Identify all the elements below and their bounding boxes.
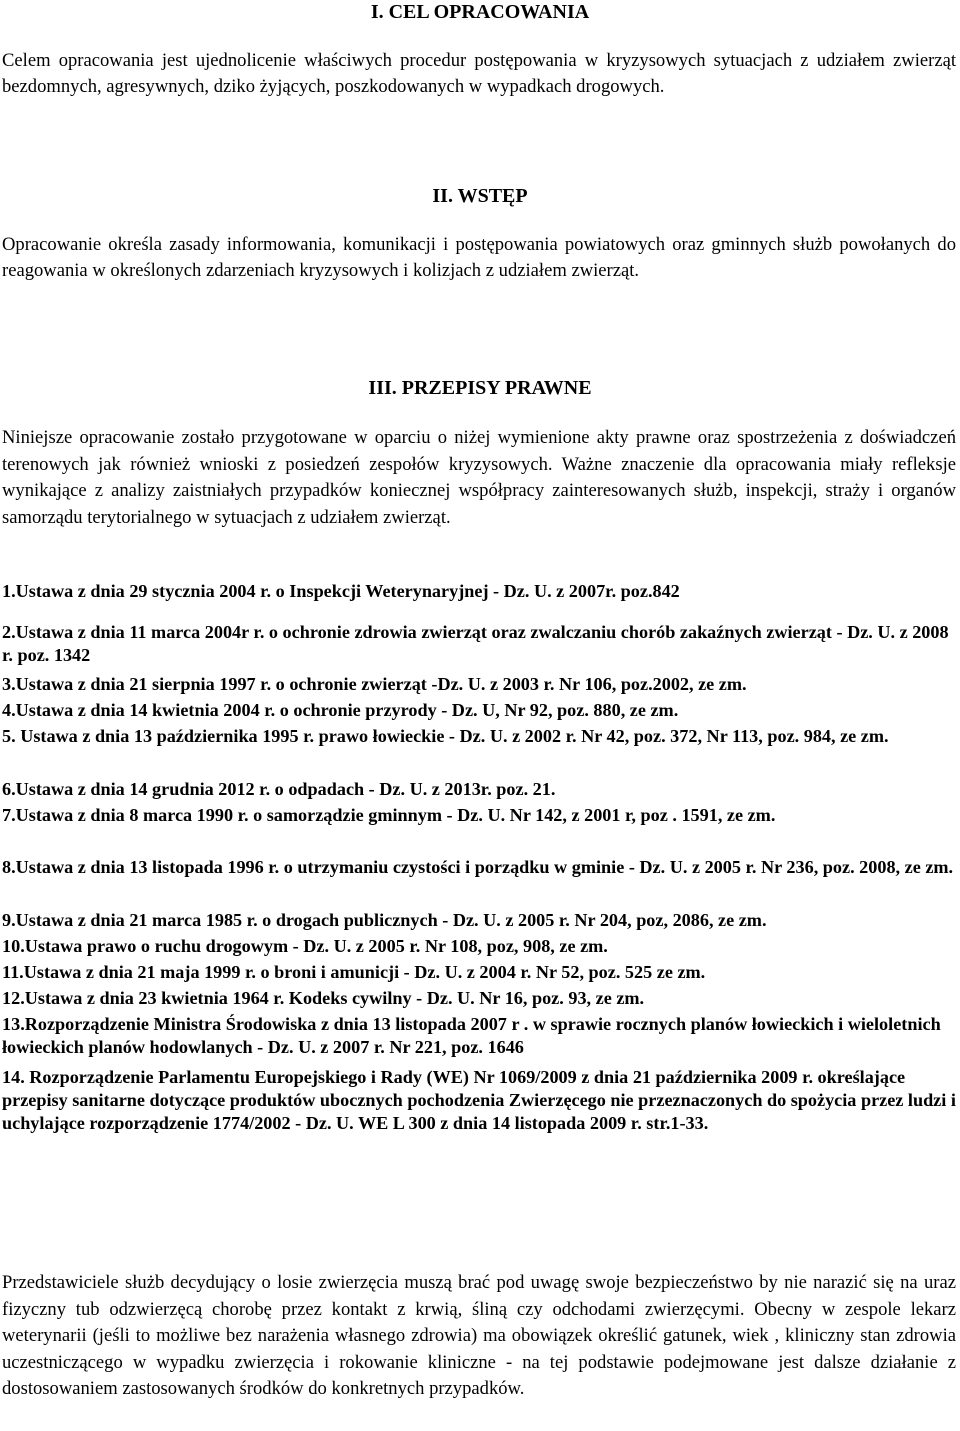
legal-act-item: 2.Ustawa z dnia 11 marca 2004r r. o ochronie zdrowia zwierząt oraz zwalczaniu chorób zakaźnych zwierząt - Dz. U. z 2008 r. poz. 1342	[2, 622, 949, 665]
section-text-cel: Celem opracowania jest ujednolicenie właściwych procedur postępowania w kryzysowych sytuacjach z udziałem zwierząt bezdomnych, agresywnych, dziko żyjących, poszkodowanych w wypadkach drogowych.	[2, 50, 956, 97]
legal-act-item: 10.Ustawa prawo o ruchu drogowym - Dz. U. z 2005 r. Nr 108, poz, 908, ze zm.	[2, 936, 608, 956]
legal-act-item: 11.Ustawa z dnia 21 maja 1999 r. o broni i amunicji - Dz. U. z 2004 r. Nr 52, poz. 525 ze zm.	[2, 962, 706, 982]
legal-act-item: 8.Ustawa z dnia 13 listopada 1996 r. o utrzymaniu czystości i porządku w gminie - Dz. U. z 2005 r. Nr 236, poz. 2008, ze zm.	[2, 857, 954, 877]
legal-act-item: 5. Ustawa z dnia 13 października 1995 r. prawo łowieckie - Dz. U. z 2002 r. Nr 42, poz. 372, Nr 113, poz. 984, ze zm.	[2, 726, 889, 746]
legal-act-item: 6.Ustawa z dnia 14 grudnia 2012 r. o odpadach - Dz. U. z 2013r. poz. 21.	[2, 779, 556, 799]
legal-act-item: 1.Ustawa z dnia 29 stycznia 2004 r. o Inspekcji Weterynaryjnej - Dz. U. z 2007r. poz.842	[2, 581, 680, 601]
section-heading-wstep: II. WSTĘP	[432, 185, 528, 207]
legal-act-item: 3.Ustawa z dnia 21 sierpnia 1997 r. o ochronie zwierząt -Dz. U. z 2003 r. Nr 106, poz.2002, ze zm.	[2, 674, 747, 694]
legal-act-item: 7.Ustawa z dnia 8 marca 1990 r. o samorządzie gminnym - Dz. U. Nr 142, z 2001 r, poz . 1591, ze zm.	[2, 805, 776, 825]
legal-act-item: 12.Ustawa z dnia 23 kwietnia 1964 r. Kodeks cywilny - Dz. U. Nr 16, poz. 93, ze zm.	[2, 988, 645, 1008]
section-text-przepisy: Niniejsze opracowanie zostało przygotowane w oparciu o niżej wymienione akty prawne oraz spostrzeżenia z doświadczeń terenowych jak również wnioski z posiedzeń zespołów kryzysowych. Ważne znaczenie dla opracowania miały refleksje wynikające z analizy zaistniałych przypadków koniecznej współpracy zainteresowanych służb, inspekcji, straży i organów samorządu terytorialnego w sytuacjach z udziałem zwierząt.	[2, 427, 956, 528]
closing-paragraph: Przedstawiciele służb decydujący o losie zwierzęcia muszą brać pod uwagę swoje bezpieczeństwo by nie narazić się na uraz fizyczny tub odzwierzęcą chorobę przez kontakt z krwią, śliną czy odchodami zwierzęcymi. Obecny w zespole lekarz weterynarii (jeśli to możliwe bez narażenia własnego zdrowia) ma obowiązek określić gatunek, wiek , kliniczny stan zdrowia uczestniczącego w wypadku zwierzęcia i rokowanie kliniczne - na tej podstawie podejmowane jest dalsze działanie z dostosowaniem zastosowanych środków do konkretnych przypadków.	[2, 1272, 956, 1399]
section-heading-przepisy: III. PRZEPISY PRAWNE	[368, 377, 592, 399]
legal-act-item: 9.Ustawa z dnia 21 marca 1985 r. o drogach publicznych - Dz. U. z 2005 r. Nr 204, poz, 2086, ze zm.	[2, 910, 767, 930]
section-text-wstep: Opracowanie określa zasady informowania, komunikacji i postępowania powiatowych oraz gminnych służb powołanych do reagowania w określonych zdarzeniach kryzysowych i kolizjach z udziałem zwierząt.	[2, 234, 956, 281]
legal-act-item: 13.Rozporządzenie Ministra Środowiska z dnia 13 listopada 2007 r . w sprawie rocznych planów łowieckich i wieloletnich łowieckich planów hodowlanych - Dz. U. z 2007 r. Nr 221, poz. 1646	[2, 1014, 941, 1057]
legal-act-item: 4.Ustawa z dnia 14 kwietnia 2004 r. o ochronie przyrody - Dz. U, Nr 92, poz. 880, ze zm.	[2, 700, 679, 720]
section-heading-cel: I. CEL OPRACOWANIA	[370, 1, 590, 23]
legal-act-item: 14. Rozporządzenie Parlamentu Europejskiego i Rady (WE) Nr 1069/2009 z dnia 21 października 2009 r. określające przepisy sanitarne dotyczące produktów ubocznych pochodzenia Zwierzęcego nie przeznaczonych do spożycia przez ludzi i uchylające rozporządzenie 1774/2002 - Dz. U. WE L 300 z dnia 14 listopada 2009 r. str.1-33.	[2, 1067, 956, 1133]
